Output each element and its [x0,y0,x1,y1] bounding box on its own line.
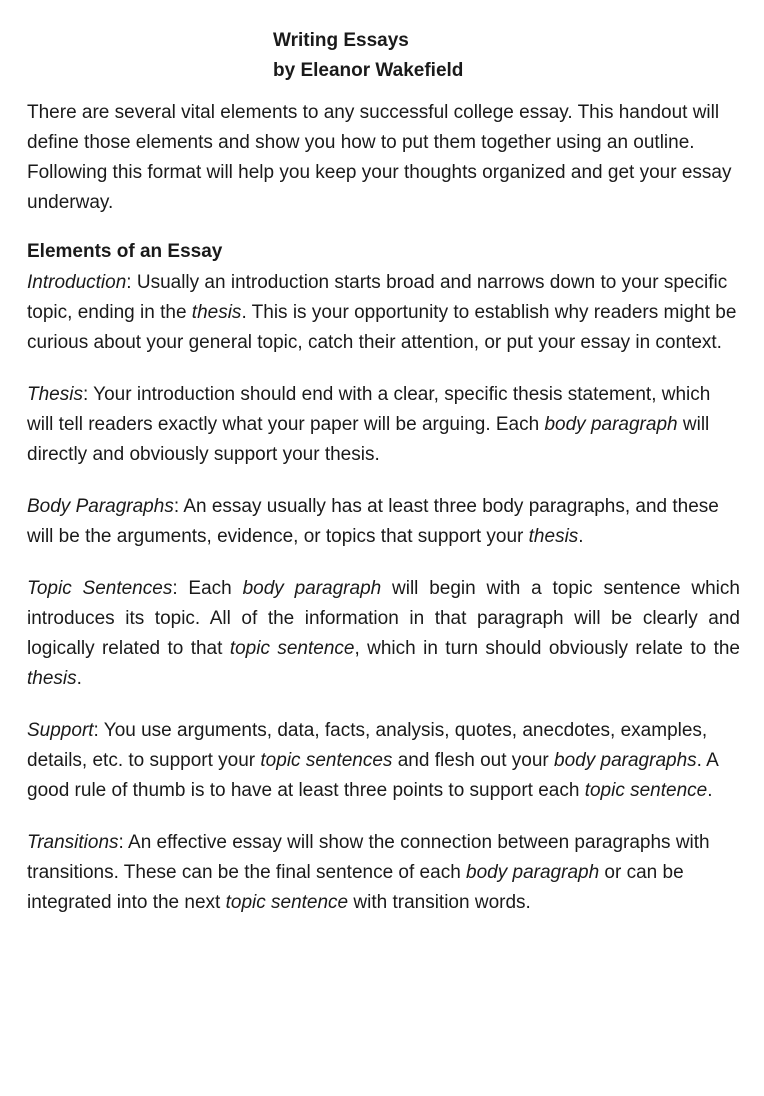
text-fragment: : You use arguments, data, facts, analysis, quotes, anecdotes, examples, details, etc. to support your [27,720,708,771]
text-fragment: : An effective essay will show the connection between paragraphs with transitions. These can be the final sentence of each [27,832,710,883]
element-body-paragraphs [27,492,740,552]
intro-paragraph: There are several vital elements to any successful college essay. This handout will define those elements and show you how to put them together using an outline. Following this format will help you keep your thoughts organized and get your essay underway. [27,102,732,213]
text-fragment: or can be integrated into the next [27,862,684,913]
term-introduction: Introduction [27,272,127,293]
text-fragment: with transition words. [348,892,531,913]
section-heading: Elements of an Essay [27,241,223,262]
element-topic-sentences [27,574,740,694]
element-transitions [27,828,740,918]
term-body-paragraphs: Body Paragraphs [27,496,174,517]
term-topic-sentences: Topic Sentences [27,578,173,599]
text-fragment: . This is your opportunity to establish why readers might be curious about your general topic, catch their attention, or put your essay in context. [27,302,737,353]
emphasis-thesis: thesis [528,526,579,547]
emphasis-body-paragraph: body paragraph [242,578,382,599]
term-transitions: Transitions [27,832,119,853]
text-fragment: will directly and obviously support your thesis. [27,414,710,465]
document-title: Writing Essays [273,30,409,51]
emphasis-topic-sentence: topic sentence [229,638,355,659]
element-thesis [27,380,740,470]
emphasis-topic-sentence: topic sentence [225,892,349,913]
emphasis-body-paragraph: body paragraph [466,862,600,883]
text-fragment: and flesh out your [392,750,555,771]
text-fragment: . [76,668,82,689]
element-support [27,716,740,806]
text-fragment: , which in turn should obviously relate to the [354,638,740,659]
emphasis-body-paragraphs: body paragraphs [554,750,697,771]
author-line: by Eleanor Wakefield [273,60,464,81]
emphasis-topic-sentence: topic sentence [584,780,708,801]
element-introduction [27,268,740,358]
text-fragment: . [707,780,713,801]
text-fragment: : Usually an introduction starts broad and narrows down to your specific topic, ending in the [27,272,728,323]
emphasis-thesis: thesis [191,302,242,323]
term-thesis: Thesis [27,384,83,405]
emphasis-thesis: thesis [27,668,77,689]
text-fragment: will begin with a topic sentence which introduces its topic. All of the information in that paragraph will be clearly and logically related to that [27,578,740,659]
title-block [27,26,740,86]
text-fragment: . [578,526,584,547]
text-fragment: : Your introduction should end with a clear, specific thesis statement, which will tell readers exactly what your paper will be arguing. Each [27,384,711,435]
text-fragment: : Each [172,578,243,599]
emphasis-body-paragraph: body paragraph [544,414,678,435]
emphasis-topic-sentences: topic sentences [260,750,393,771]
text-fragment: . A good rule of thumb is to have at least three points to support each [27,750,718,801]
text-fragment: : An essay usually has at least three body paragraphs, and these will be the arguments, evidence, or topics that support your [27,496,719,547]
term-support: Support [27,720,94,741]
